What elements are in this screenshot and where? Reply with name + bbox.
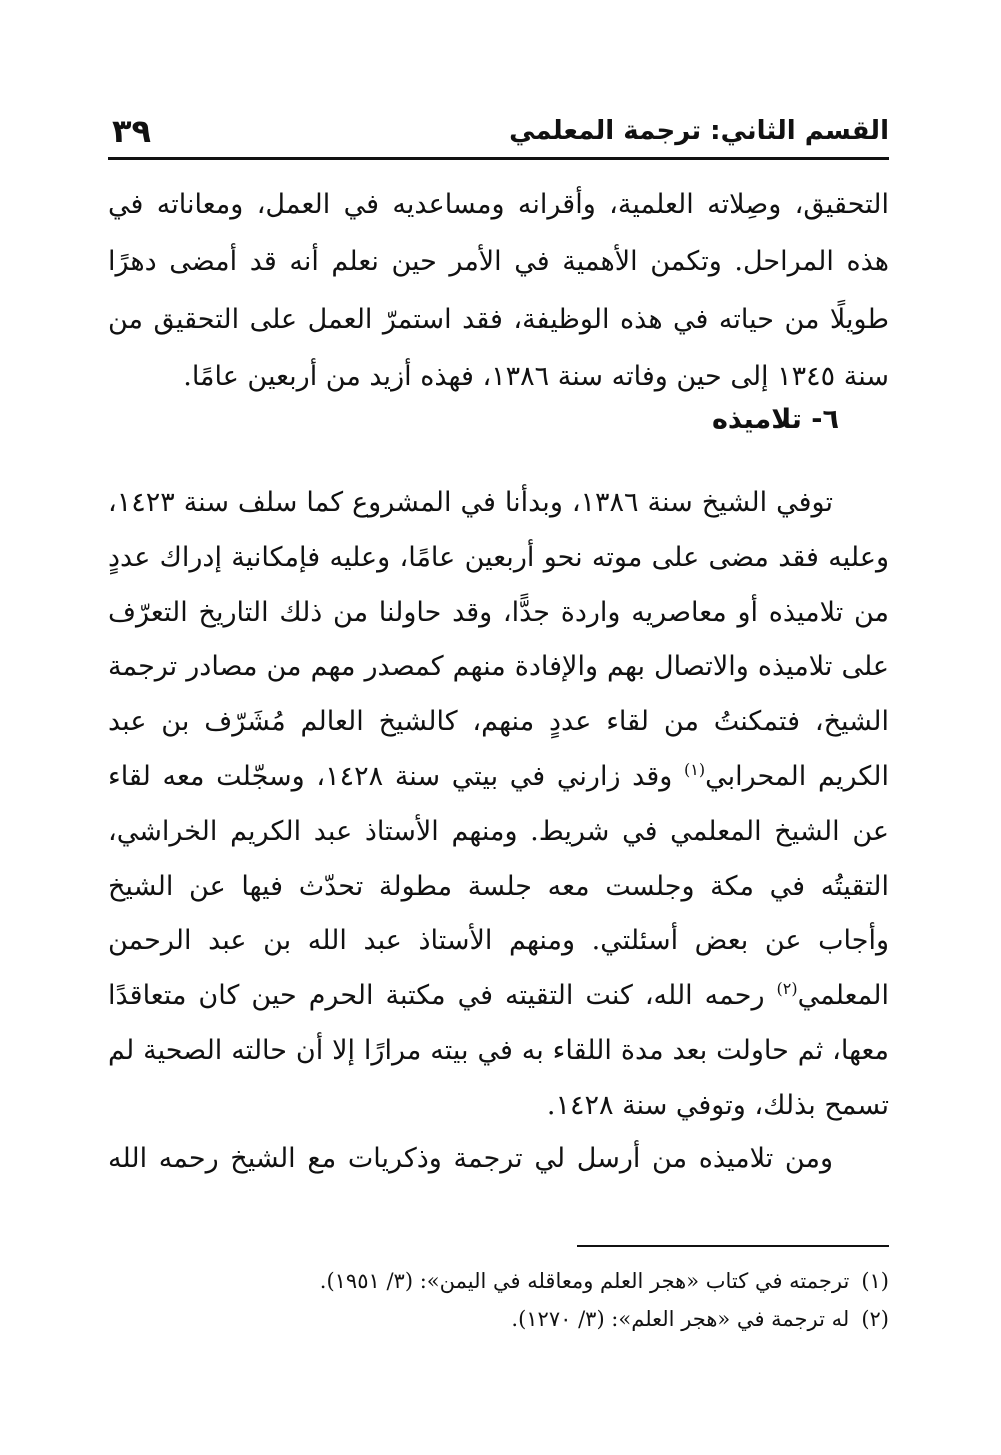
paragraph-3: ومن تلاميذه من أرسل لي ترجمة وذكريات مع الشيخ رحمه الله — [108, 1143, 833, 1174]
paragraph-2 — [108, 476, 889, 1134]
footnote-1-text: ترجمته في كتاب «هجر العلم ومعاقله في اليمن»: (٣/ ١٩٥١). — [319, 1269, 850, 1293]
running-title: القسم الثاني: ترجمة المعلمي — [509, 116, 889, 146]
body-section-3 — [108, 1132, 889, 1186]
paragraph-1: التحقيق، وصِلاته العلمية، وأقرانه ومساعديه في العمل، ومعاناته في هذه المراحل. وتكمن الأهمية في الأمر حين نعلم أنه قد أمضى دهرًا طويلًا من حياته في هذه الوظيفة، فقد استمرّ العمل على التحقيق من سنة ١٣٤٥ إلى حين وفاته سنة ١٣٨٦، فهذه أزيد من أربعين عامًا. — [108, 189, 889, 393]
running-head — [108, 112, 889, 160]
section-heading: ٦- تلاميذه — [711, 404, 839, 435]
footnote-2-marker: (٢) — [861, 1307, 889, 1331]
page-number: ٣٩ — [112, 112, 152, 150]
footnote-2 — [108, 1300, 889, 1338]
footnote-separator — [577, 1245, 889, 1247]
header-rule — [108, 157, 889, 160]
footnote-ref-2[interactable]: (٢) — [776, 979, 798, 999]
footnote-ref-1[interactable]: (١) — [684, 759, 706, 779]
footnote-1 — [108, 1262, 889, 1300]
footnote-2-text: له ترجمة في «هجر العلم»: (٣/ ١٢٧٠). — [511, 1307, 850, 1331]
paragraph-2-part-b: وقد زارني في بيتي سنة ١٤٢٨، وسجّلت معه لقاء عن الشيخ المعلمي في شريط. ومنهم الأستاذ عبد الكريم الخراشي، التقيتُه في مكة وجلست معه جلسة مطولة تحدّث فيها عن الشيخ وأجاب عن بعض أسئلتي. ومنهم الأستاذ عبد الله بن عبد الرحمن المعلمي — [108, 760, 889, 1012]
footnotes — [108, 1262, 889, 1338]
body-section-2 — [108, 476, 889, 1134]
footnote-1-marker: (١) — [861, 1269, 889, 1293]
paragraph-2-part-c: رحمه الله، كنت التقيته في مكتبة الحرم حين كان متعاقدًا معها، ثم حاولت بعد مدة اللقاء به في بيته مرارًا إلا أن حالته الصحية لم تسمح بذلك، وتوفي سنة ١٤٢٨. — [108, 980, 889, 1121]
paragraph-2-part-a: توفي الشيخ سنة ١٣٨٦، وبدأنا في المشروع كما سلف سنة ١٤٢٣، وعليه فقد مضى على موته نحو أربعين عامًا، وعليه فإمكانية إدراك عددٍ من تلاميذه أو معاصريه واردة جدًّا، وقد حاولنا من ذلك التاريخ التعرّف على تلاميذه والاتصال بهم والإفادة منهم كمصدر مهم من مصادر ترجمة الشيخ، فتمكنتُ من لقاء عددٍ منهم، كالشيخ العالم مُشَرّف بن عبد الكريم المحرابي — [108, 487, 889, 792]
body-section-1 — [108, 176, 889, 406]
